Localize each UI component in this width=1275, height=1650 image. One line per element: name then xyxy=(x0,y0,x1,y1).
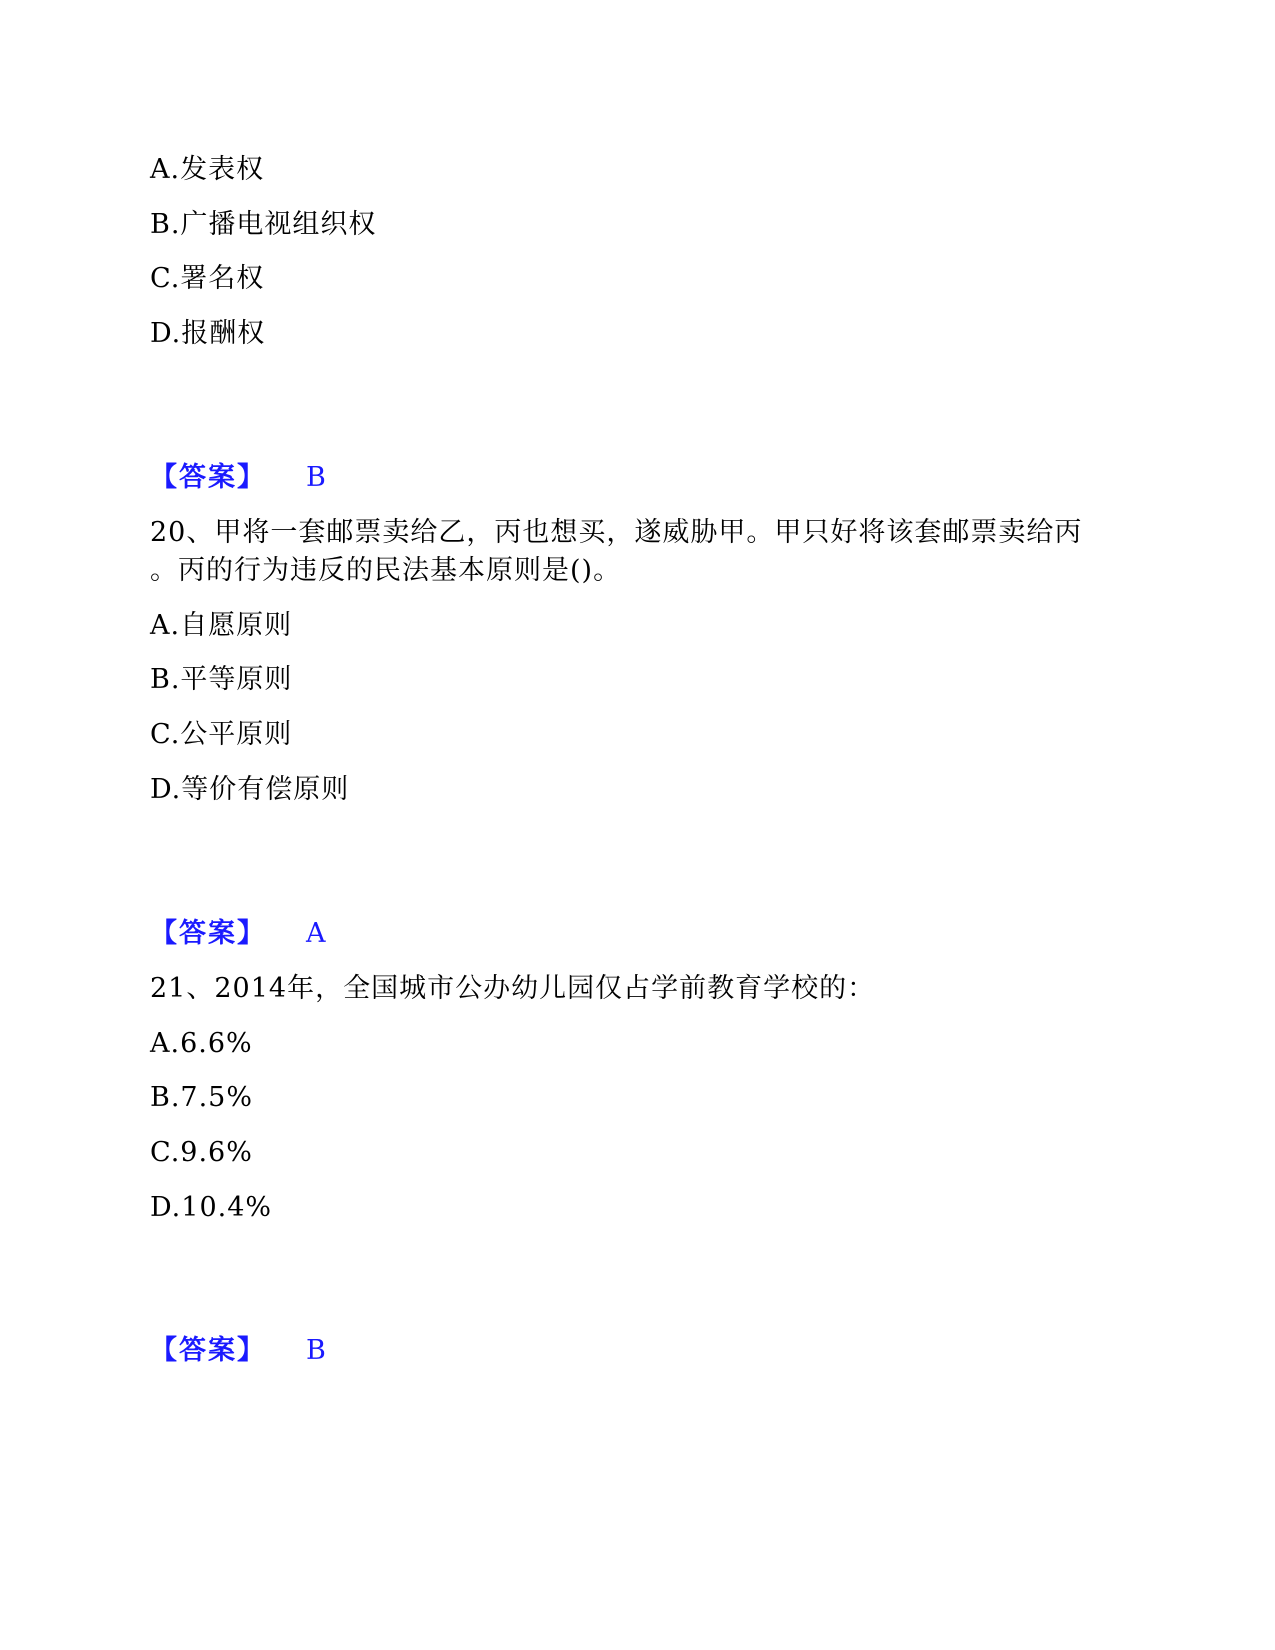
q21-option-c: C.9.6% xyxy=(150,1137,253,1168)
q19-option-d: D.报酬权 xyxy=(150,318,266,349)
q19-answer xyxy=(150,460,326,496)
q19-option-b: B.广播电视组织权 xyxy=(150,209,377,240)
q19-option-a: A.发表权 xyxy=(150,154,265,185)
q20-option-a: A.自愿原则 xyxy=(150,610,293,641)
q20-option-d: D.等价有偿原则 xyxy=(150,774,350,805)
q21-stem: 21、2014年，全国城市公办幼儿园仅占学前教育学校的： xyxy=(150,973,876,1004)
q20-option-c: C.公平原则 xyxy=(150,719,293,750)
q21-option-a: A.6.6% xyxy=(150,1028,253,1059)
q19-answer-value: B xyxy=(306,462,326,493)
q21-answer-value: B xyxy=(306,1335,326,1366)
q20-stem-line2: 。丙的行为违反的民法基本原则是()。 xyxy=(150,555,622,586)
q20-answer-label: 【答案】 xyxy=(150,918,266,949)
q21-option-d: D.10.4% xyxy=(150,1192,273,1223)
q21-answer-label: 【答案】 xyxy=(150,1335,266,1366)
q21-answer xyxy=(150,1333,326,1369)
q19-answer-label: 【答案】 xyxy=(150,462,266,493)
q20-option-b: B.平等原则 xyxy=(150,664,293,695)
q20-stem-line1: 20、甲将一套邮票卖给乙，丙也想买，遂威胁甲。甲只好将该套邮票卖给丙 xyxy=(150,517,1083,548)
q20-answer-value: A xyxy=(306,918,326,949)
q21-option-b: B.7.5% xyxy=(150,1082,254,1113)
q19-option-c: C.署名权 xyxy=(150,263,265,294)
q20-answer xyxy=(150,916,326,952)
